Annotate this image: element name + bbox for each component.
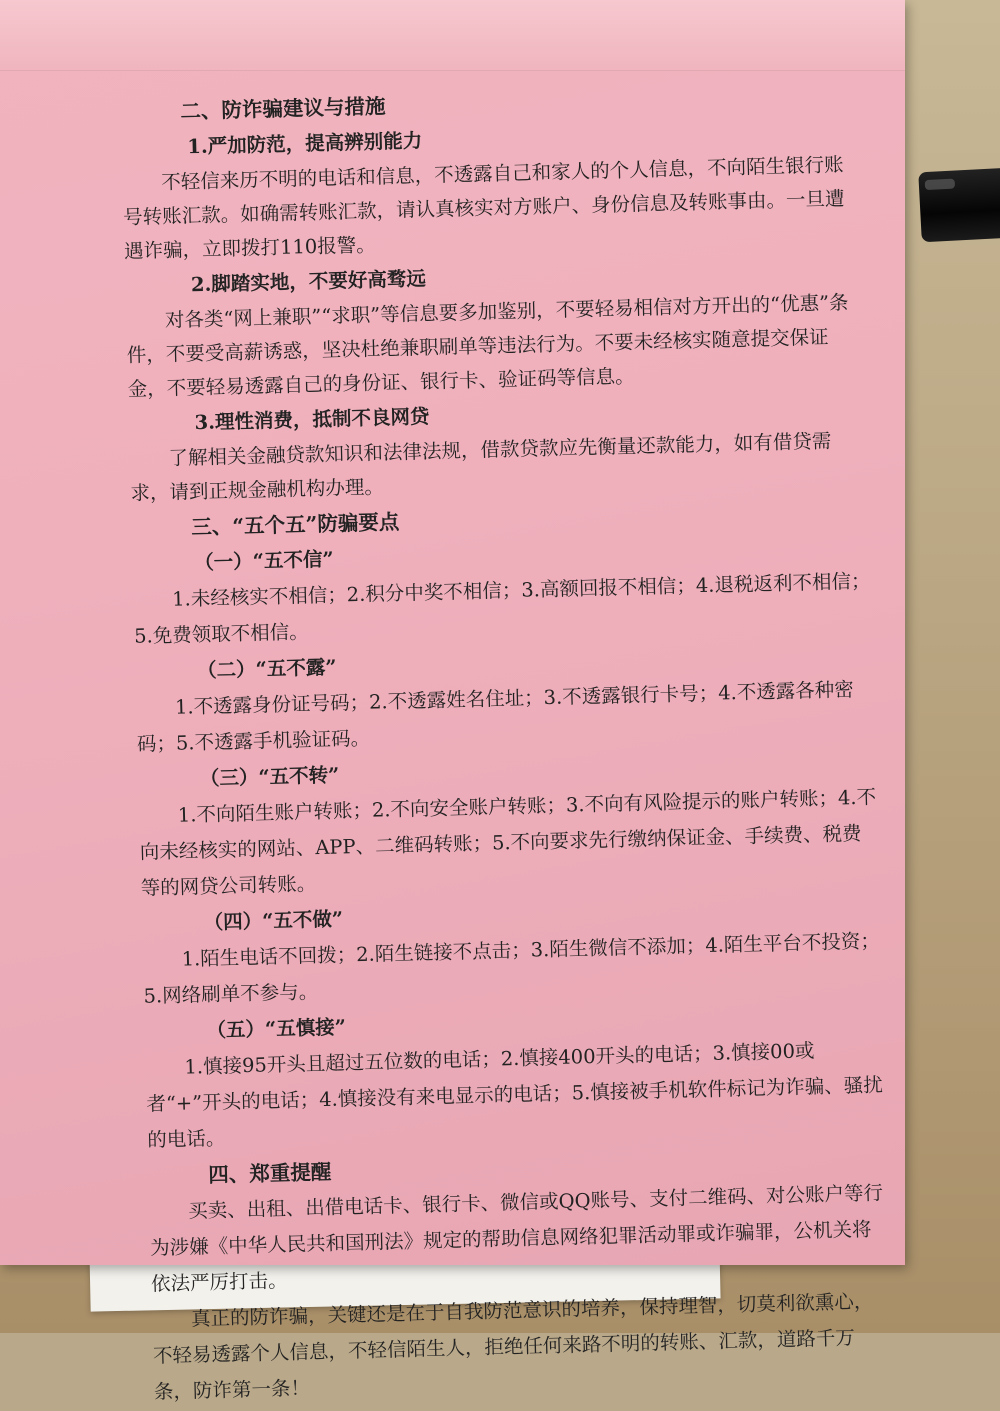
s2-item-3-title: 3.理性消费，抵制不良网贷 bbox=[194, 405, 430, 435]
s2-item-3-text: 了解相关金融贷款知识和法律法规，借款贷款应先衡量还款能力，如有借贷需求，请到正规金融机构办理。 bbox=[130, 429, 832, 505]
s2-item-1-title: 1.严加防范，提高辨别能力 bbox=[187, 129, 423, 159]
s3-group-2-title: （二）“五不露” bbox=[196, 655, 337, 683]
binder-clip bbox=[918, 168, 1000, 243]
s3-group-1-text: 1.未经核实不相信；2.积分中奖不相信；3.高额回报不相信；4.退税返利不相信；5.免费领取不相信。 bbox=[133, 569, 871, 648]
s2-item-1-text: 不轻信来历不明的电话和信息，不透露自己和家人的个人信息，不向陌生银行账号转账汇款。如确需转账汇款，请认真核实对方账户、身份信息及转账事由。一旦遭遇诈骗，立即拨打110报警。 bbox=[122, 153, 845, 263]
s4-paragraph-1: 买卖、出租、出借电话卡、银行卡、微信或QQ账号、支付二维码、对公账户等行为涉嫌《中华人民共和国刑法》规定的帮助信息网络犯罪活动罪或诈骗罪，公机关将依法严厉打击。 bbox=[149, 1181, 884, 1296]
s3-group-4-title: （四）“五不做” bbox=[203, 907, 344, 935]
s2-item-2-text: 对各类“网上兼职”“求职”等信息要多加鉴别，不要轻易相信对方开出的“优惠”条件，不要受高薪诱惑，坚决杜绝兼职刷单等违法行为。不要未经核实随意提交保证金，不要轻易透露自己的身份证、银行卡、验证码等信息。 bbox=[126, 291, 849, 401]
paper-fold bbox=[0, 0, 905, 71]
s3-group-4-text: 1.陌生电话不回拨；2.陌生链接不点击；3.陌生微信不添加；4.陌生平台不投资；5.网络刷单不参与。 bbox=[143, 929, 881, 1008]
s3-group-3-title: （三）“五不转” bbox=[199, 763, 340, 791]
s4-paragraph-2: 真正的防诈骗，关键还是在于自我防范意识的培养，保持理智，切莫利欲熏心，不轻易透露个人信息，不轻信陌生人，拒绝任何来路不明的转账、汇款，道路千万条，防诈第一条！ bbox=[152, 1289, 874, 1404]
section-3-heading: 三、“五个五”防骗要点 bbox=[191, 509, 400, 540]
section-2-heading: 二、防诈骗建议与措施 bbox=[180, 94, 386, 124]
s3-group-2-text: 1.不透露身份证号码；2.不透露姓名住址；3.不透露银行卡号；4.不透露各种密码；5.不透露手机验证码。 bbox=[136, 678, 855, 756]
s2-item-2-title: 2.脚踏实地，不要好高骛远 bbox=[190, 267, 427, 297]
s3-group-5-text: 1.慎接95开头且超过五位数的电话；2.慎接400开头的电话；3.慎接00或者“+”开头的电话；4.慎接没有来电显示的电话；5.慎接被手机软件标记为诈骗、骚扰的电话。 bbox=[146, 1039, 883, 1152]
s3-group-1-title: （一）“五不信” bbox=[193, 547, 334, 575]
s3-group-5-title: （五）“五慎接” bbox=[206, 1015, 347, 1043]
section-4-heading: 四、郑重提醒 bbox=[207, 1159, 332, 1188]
document-content bbox=[120, 76, 894, 1411]
s3-group-3-text: 1.不向陌生账户转账；2.不向安全账户转账；3.不向有风险提示的账户转账；4.不向未经核实的网站、APP、二维码转账；5.不向要求先行缴纳保证金、手续费、税费等的网贷公司转账。 bbox=[139, 785, 877, 900]
